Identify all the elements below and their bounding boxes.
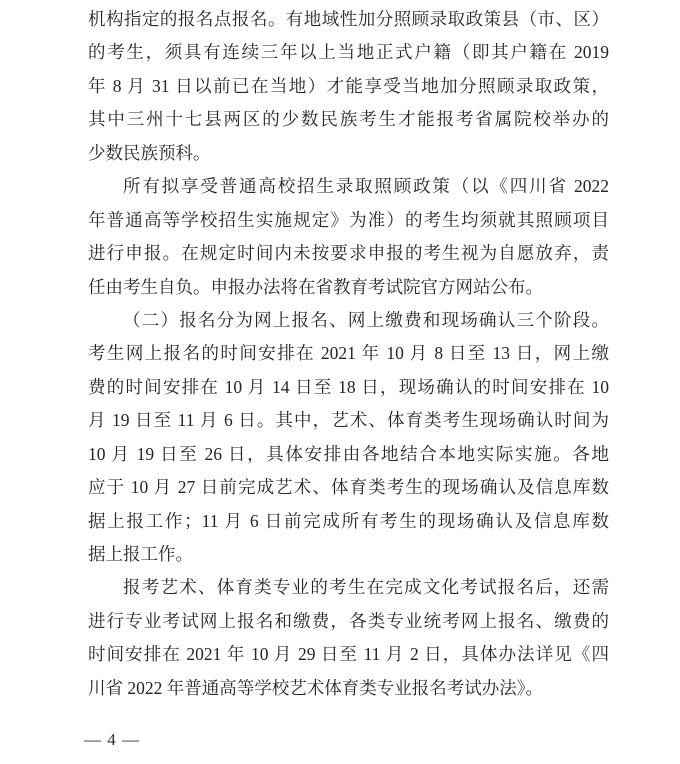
text-line: 进行申报。在规定时间内未按要求申报的考生视为自愿放弃，责 — [88, 243, 609, 264]
paragraph — [88, 3, 609, 170]
paragraph — [88, 304, 609, 572]
text-line: 进行专业考试网上报名和缴费，各类专业统考网上报名、缴费的 — [88, 610, 609, 631]
text-line: 费的时间安排在 10 月 14 日至 18 日，现场确认的时间安排在 10 — [88, 376, 609, 397]
text-line: 月 19 日至 11 月 6 日。其中，艺术、体育类考生现场确认时间为 — [88, 410, 609, 431]
text-line: 据上报工作。 — [88, 544, 193, 564]
text-line: 考生网上报名的时间安排在 2021 年 10 月 8 日至 13 日，网上缴 — [88, 343, 609, 364]
text-line: 任由考生自负。申报办法将在省教育考试院官方网站公布。 — [88, 276, 543, 297]
text-line: 所有拟享受普通高校招生录取照顾政策（以《四川省 2022 — [123, 176, 609, 197]
text-line: 时间安排在 2021 年 10 月 29 日至 11 月 2 日，具体办法详见《四 — [88, 644, 609, 665]
paragraph — [88, 571, 609, 705]
text-line: 川省 2022 年普通高等学校艺术体育类专业报名考试办法》。 — [88, 677, 543, 698]
paragraph — [88, 170, 609, 304]
page-number: — 4 — — [84, 730, 140, 749]
text-line: 10 月 19 日至 26 日，具体安排由各地结合本地实际实施。各地 — [88, 443, 609, 464]
text-line: 少数民族预科。 — [88, 142, 211, 163]
document-body — [88, 3, 609, 705]
text-line: 年 8 月 31 日以前已在当地）才能享受当地加分照顾录取政策， — [88, 75, 609, 96]
text-line: 的考生，须具有连续三年以上当地正式户籍（即其户籍在 2019 — [88, 42, 609, 63]
text-line: 报考艺术、体育类专业的考生在完成文化考试报名后，还需 — [123, 577, 609, 598]
text-line: （二）报名分为网上报名、网上缴费和现场确认三个阶段。 — [123, 309, 609, 330]
text-line: 其中三州十七县两区的少数民族考生才能报考省属院校举办的 — [88, 109, 609, 130]
text-line: 应于 10 月 27 日前完成艺术、体育类考生的现场确认及信息库数 — [88, 477, 609, 498]
text-line: 年普通高等学校招生实施规定》为准）的考生均须就其照顾项目 — [88, 209, 609, 230]
text-line: 机构指定的报名点报名。有地域性加分照顾录取政策县（市、区） — [88, 9, 609, 29]
text-line: 据上报工作；11 月 6 日前完成所有考生的现场确认及信息库数 — [88, 510, 609, 531]
